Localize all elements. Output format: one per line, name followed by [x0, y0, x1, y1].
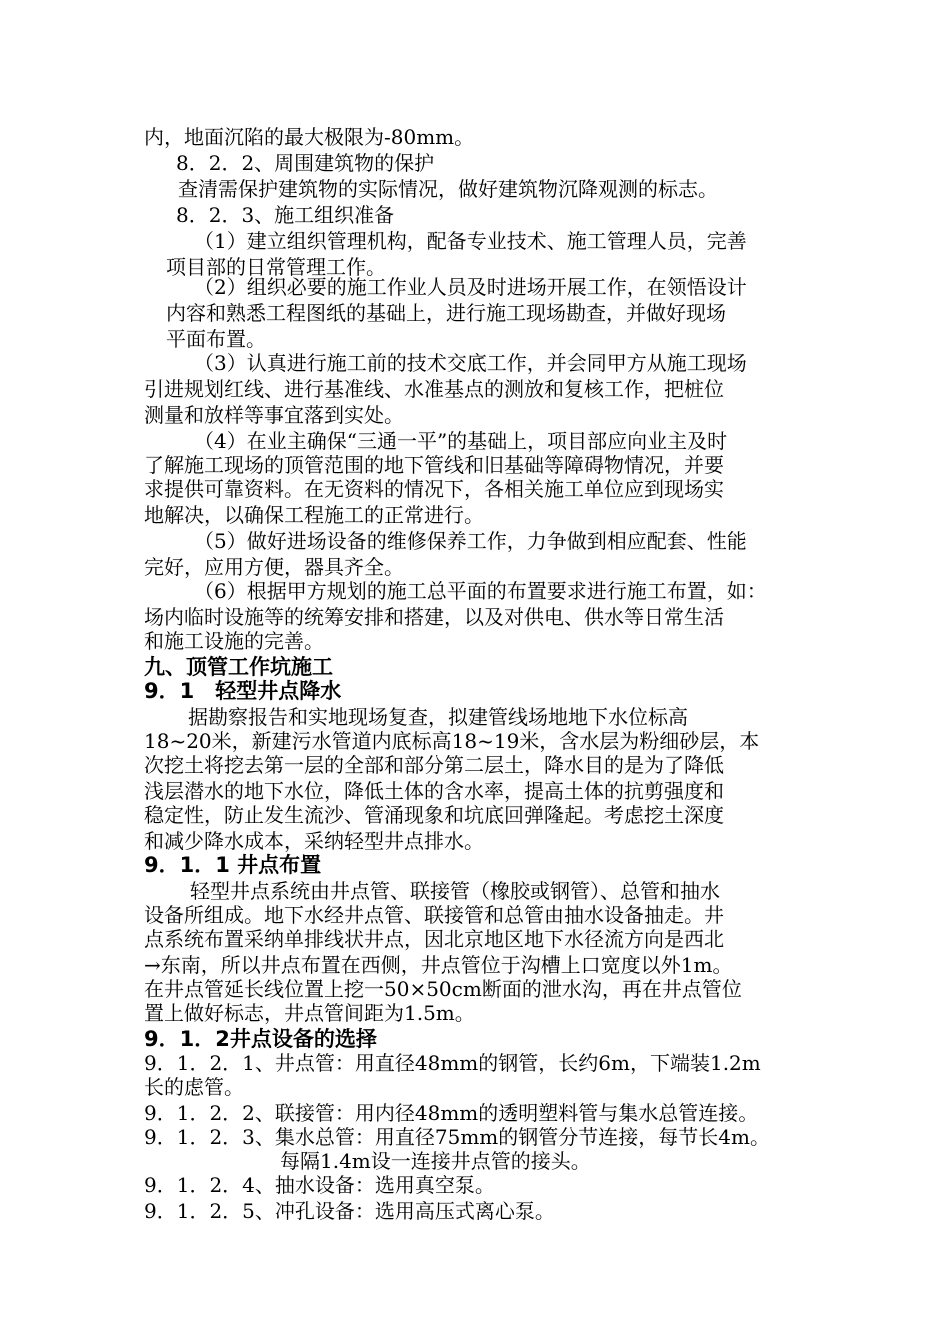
- text-line: 9．1．2．5、冲孔设备：选用高压式离心泵。: [144, 1199, 555, 1223]
- section-heading: 9．1．2井点设备的选择: [144, 1027, 377, 1051]
- text-line: 每隔1.4m设一连接井点管的接头。: [280, 1149, 591, 1173]
- text-line: （5）做好进场设备的维修保养工作，力争做到相应配套、性能: [194, 529, 747, 553]
- text-line: 置上做好标志，井点管间距为1.5m。: [144, 1001, 475, 1025]
- text-line: 轻型井点系统由井点管、联接管（橡胶或钢管）、总管和抽水: [190, 879, 720, 903]
- text-line: 查清需保护建筑物的实际情况，做好建筑物沉降观测的标志。: [178, 177, 718, 201]
- text-line: 点系统布置采纳单排线状井点，因北京地区地下水径流方向是西北: [144, 927, 724, 951]
- text-line: 次挖土将挖去第一层的全部和部分第二层土，降水目的是为了降低: [144, 753, 724, 777]
- text-line: （6）根据甲方规划的施工总平面的布置要求进行施工布置，如：: [194, 579, 767, 603]
- section-heading: 9．1 轻型井点降水: [144, 679, 342, 703]
- text-line: 设备所组成。地下水经井点管、联接管和总管由抽水设备抽走。井: [144, 903, 724, 927]
- text-line: 了解施工现场的顶管范围的地下管线和旧基础等障碍物情况，并要: [144, 453, 724, 477]
- text-line: 求提供可靠资料。在无资料的情况下，各相关施工单位应到现场实: [144, 477, 724, 501]
- text-line: 9．1．2．4、抽水设备：选用真空泵。: [144, 1173, 495, 1197]
- text-line: 平面布置。: [166, 327, 266, 351]
- text-line: （2）组织必要的施工作业人员及时进场开展工作，在领悟设计: [194, 275, 747, 299]
- text-line: 地解决，以确保工程施工的正常进行。: [144, 503, 484, 527]
- text-line: →东南，所以井点布置在西侧，井点管位于沟槽上口宽度以外1m。: [144, 953, 733, 977]
- text-line: 9．1．2．2、联接管：用内径48mm的透明塑料管与集水总管连接。: [144, 1101, 759, 1125]
- text-line: 完好，应用方便，器具齐全。: [144, 555, 404, 579]
- text-line: 据勘察报告和实地现场复查，拟建管线场地地下水位标高: [188, 705, 688, 729]
- text-line: （4）在业主确保“三通一平”的基础上，项目部应向业主及时: [194, 429, 728, 453]
- text-line: 18~20米，新建污水管道内底标高18~19米，含水层为粉细砂层，本: [144, 729, 760, 753]
- section-heading: 9．1．1 井点布置: [144, 853, 322, 877]
- text-line: （1）建立组织管理机构，配备专业技术、施工管理人员，完善: [194, 229, 747, 253]
- subsection-heading: 8．2．2、周围建筑物的保护: [176, 151, 435, 175]
- text-line: 内容和熟悉工程图纸的基础上，进行施工现场勘查，并做好现场: [166, 301, 726, 325]
- subsection-heading: 8．2．3、施工组织准备: [176, 203, 395, 227]
- section-heading: 九、顶管工作坑施工: [144, 655, 333, 679]
- text-line: 引进规划红线、进行基准线、水准基点的测放和复核工作，把桩位: [144, 377, 724, 401]
- text-line: 内，地面沉陷的最大极限为-80mm。: [144, 125, 475, 149]
- text-line: 在井点管延长线位置上挖一50×50cm断面的泄水沟，再在井点管位: [144, 977, 742, 1001]
- text-line: 和施工设施的完善。: [144, 629, 324, 653]
- text-line: 9．1．2．3、集水总管：用直径75mm的钢管分节连接，每节长4m。: [144, 1125, 770, 1149]
- text-line: 场内临时设施等的统筹安排和搭建，以及对供电、供水等日常生活: [144, 605, 724, 629]
- text-line: （3）认真进行施工前的技术交底工作，并会同甲方从施工现场: [194, 351, 747, 375]
- text-line: 9．1．2．1、井点管：用直径48mm的钢管，长约6m，下端装1.2m: [144, 1051, 761, 1075]
- text-line: 测量和放样等事宜落到实处。: [144, 403, 404, 427]
- text-line: 项目部的日常管理工作。: [166, 255, 386, 279]
- text-line: 长的虑管。: [144, 1075, 244, 1099]
- text-line: 和减少降水成本，采纳轻型井点排水。: [144, 829, 484, 853]
- text-line: 浅层潜水的地下水位，降低土体的含水率，提高土体的抗剪强度和: [144, 779, 724, 803]
- text-line: 稳定性，防止发生流沙、管涌现象和坑底回弹隆起。考虑挖土深度: [144, 803, 724, 827]
